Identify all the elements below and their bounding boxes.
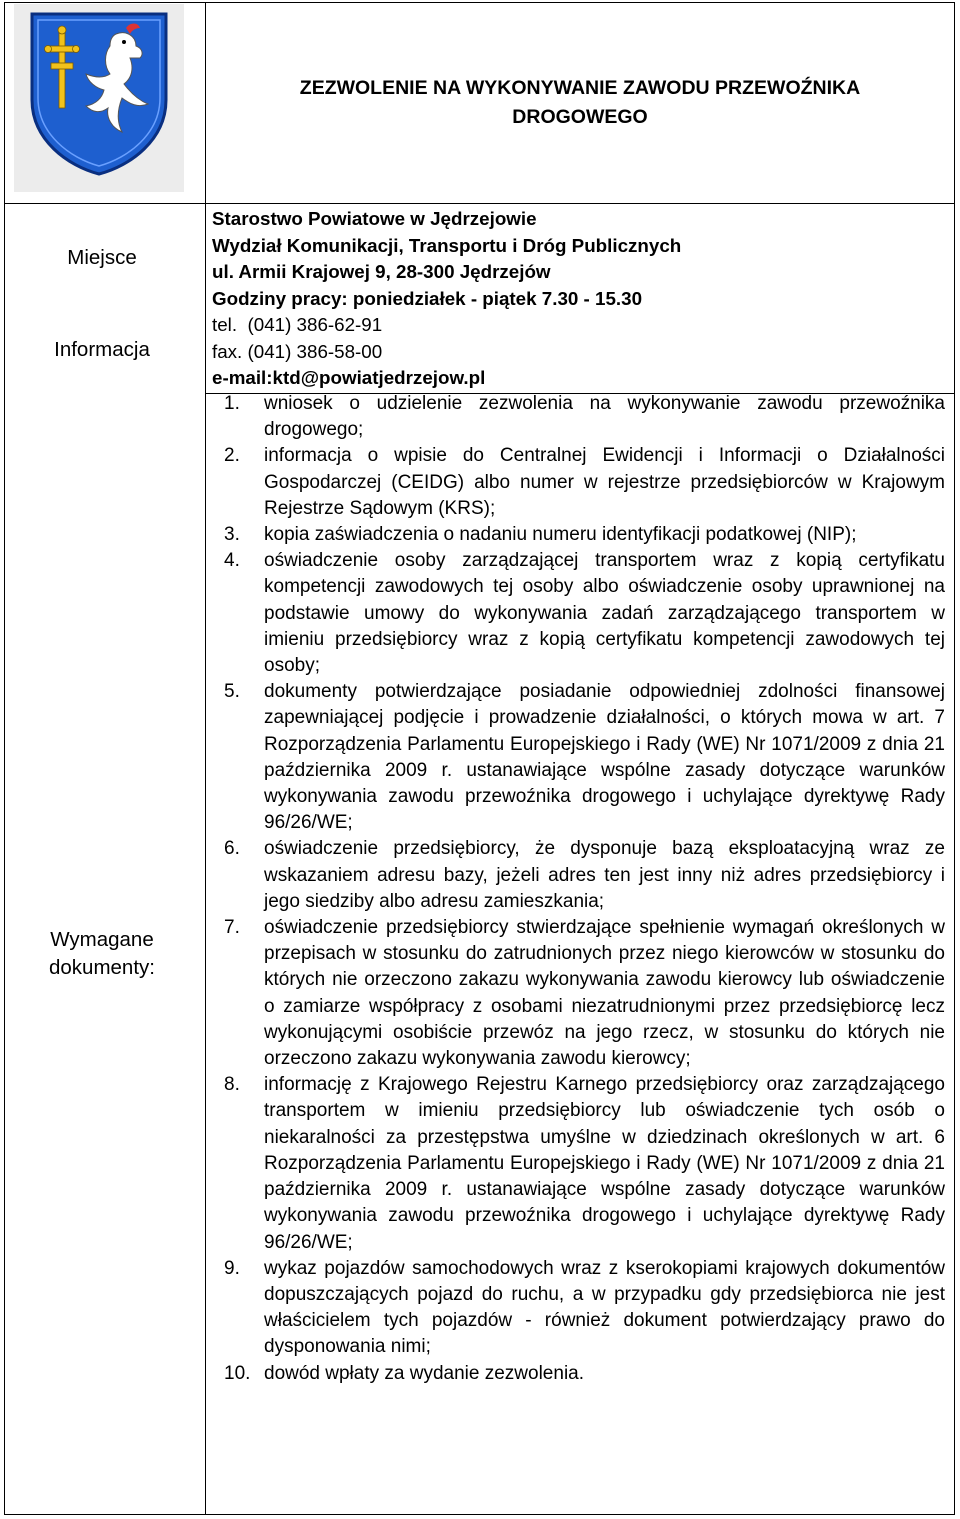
list-item-number: 9.: [224, 1257, 240, 1279]
required-documents-list: [224, 391, 945, 1387]
page-title: [215, 74, 945, 132]
office-department: Wydział Komunikacji, Transportu i Dróg Publicznych: [212, 234, 682, 256]
list-item: [224, 1072, 945, 1255]
list-item-text: kopia zaświadczenia o nadaniu numeru identyfikacji podatkowej (NIP);: [264, 524, 857, 546]
list-item: [224, 836, 945, 915]
list-item-text: informację z Krajowego Rejestru Karnego przedsiębiorcy oraz zarządzającego transportem w imieniu przedsiębiorcy lub oświadczenie tych osób o niekaralności za przestępstwa umyślne w dziedzinach określonych w art. 6 Rozporządzenia Parlamentu Europejskiego i Rady (WE) Nr 1071/2009 z dnia 21 października 2009 r. ustanawiające wspólne zasady dotyczące warunków wykonywania zawodu przewoźnika drogowego i uchylające dyrektywę Rady 96/26/WE;: [264, 1074, 945, 1253]
column-divider: [205, 3, 206, 1514]
list-item-number: 6.: [224, 838, 240, 860]
office-tel: tel. (041) 386-62-91: [212, 314, 383, 335]
list-item: [224, 1361, 945, 1387]
office-hours: Godziny pracy: poniedziałek - piątek 7.30 - 15.30: [212, 287, 643, 309]
list-item: [224, 522, 945, 548]
list-item-text: dokumenty potwierdzające posiadanie odpowiedniej zdolności finansowej zapewniającej podjęcie i prowadzenie działalności, o których mowa w art. 7 Rozporządzenia Parlamentu Europejskiego i Rady (WE) Nr 1071/2009 z dnia 21 października 2009 r. ustanawiające wspólne zasady dotyczące warunków wykonywania zawodu przewoźnika drogowego i uchylające dyrektywę Rady 96/26/WE;: [264, 681, 945, 834]
list-item: [224, 915, 945, 1072]
list-item-text: wykaz pojazdów samochodowych wraz z kserokopiami krajowych dokumentów dopuszczających pojazd do ruchu, a w przypadku gdy przedsiębiorca nie jest właścicielem tych pojazdów - również dokument potwierdzający prawo do dysponowania nimi;: [264, 1257, 945, 1358]
office-address: ul. Armii Krajowej 9, 28-300 Jędrzejów: [212, 261, 551, 282]
list-item-number: 1.: [224, 393, 240, 414]
logo-cell: [14, 4, 184, 192]
office-email: e-mail:ktd@powiatjedrzejow.pl: [212, 367, 486, 388]
page-title-line-2: DROGOWEGO: [512, 106, 648, 128]
list-item-text: oświadczenie przedsiębiorcy, że dysponuje bazą eksploatacyjną wraz ze wskazaniem adresu bazy, jeżeli adres ten jest inny niż adres przedsiębiorcy i jego siedziby albo adresu zamieszkania;: [264, 838, 945, 912]
label-wymagane-line-1: Wymagane: [50, 928, 154, 951]
label-miejsce: Miejsce: [67, 246, 137, 269]
list-item: [224, 443, 945, 522]
label-wymagane-dokumenty: [14, 926, 190, 982]
list-item-number: 2.: [224, 445, 240, 467]
list-item-number: 3.: [224, 524, 240, 546]
list-item-number: 10.: [224, 1362, 251, 1384]
coat-of-arms-griffin-icon: [26, 8, 172, 178]
list-item: [224, 548, 945, 679]
list-item-text: informacja o wpisie do Centralnej Ewidencji i Informacji o Działalności Gospodarczej (CEIDG) albo numer w rejestrze przedsiębiorców w Krajowym Rejestrze Sądowym (KRS);: [264, 445, 945, 519]
list-item-text: oświadczenie przedsiębiorcy stwierdzające spełnienie wymagań określonych w przepisach w stosunku do zatrudnionych przez niego kierowców w stosunku do których nie orzeczono zakazu wykonywania zawodu kierowcy lub oświadczenie o zamiarze współpracy z osobami niezatrudnionymi przez przedsiębiorcę lecz wykonującymi osobiście przewóz na jego rzecz, w stosunku do których nie orzeczono zakazu wykonywania zawodu kierowcy;: [264, 917, 945, 1070]
label-wymagane-line-2: dokumenty:: [49, 956, 155, 979]
list-item-number: 7.: [224, 917, 240, 939]
list-item-number: 5.: [224, 681, 240, 703]
list-item-number: 8.: [224, 1074, 240, 1096]
page-title-line-1: ZEZWOLENIE NA WYKONYWANIE ZAWODU PRZEWOŹNIKA: [299, 77, 861, 99]
label-informacja: Informacja: [54, 338, 150, 361]
list-item: [224, 1256, 945, 1361]
list-item: [224, 391, 945, 443]
office-info: [212, 206, 947, 392]
office-fax: fax. (041) 386-58-00: [212, 340, 383, 362]
row-divider-header: [5, 203, 954, 204]
list-item-text: wniosek o udzielenie zezwolenia na wykonywanie zawodu przewoźnika drogowego;: [264, 393, 945, 441]
office-name: Starostwo Powiatowe w Jędrzejowie: [212, 208, 537, 229]
list-item: [224, 679, 945, 836]
list-item-text: dowód wpłaty za wydanie zezwolenia.: [264, 1362, 585, 1384]
list-item-number: 4.: [224, 550, 240, 572]
list-item-text: oświadczenie osoby zarządzającej transportem wraz z kopią certyfikatu kompetencji zawodowych tej osoby albo oświadczenie osoby uprawnionej na podstawie umowy do wykonywania zadań zarządzającego transportem w imieniu przedsiębiorcy wraz z kopią certyfikatu kompetencji zawodowych tej osoby;: [264, 550, 945, 677]
